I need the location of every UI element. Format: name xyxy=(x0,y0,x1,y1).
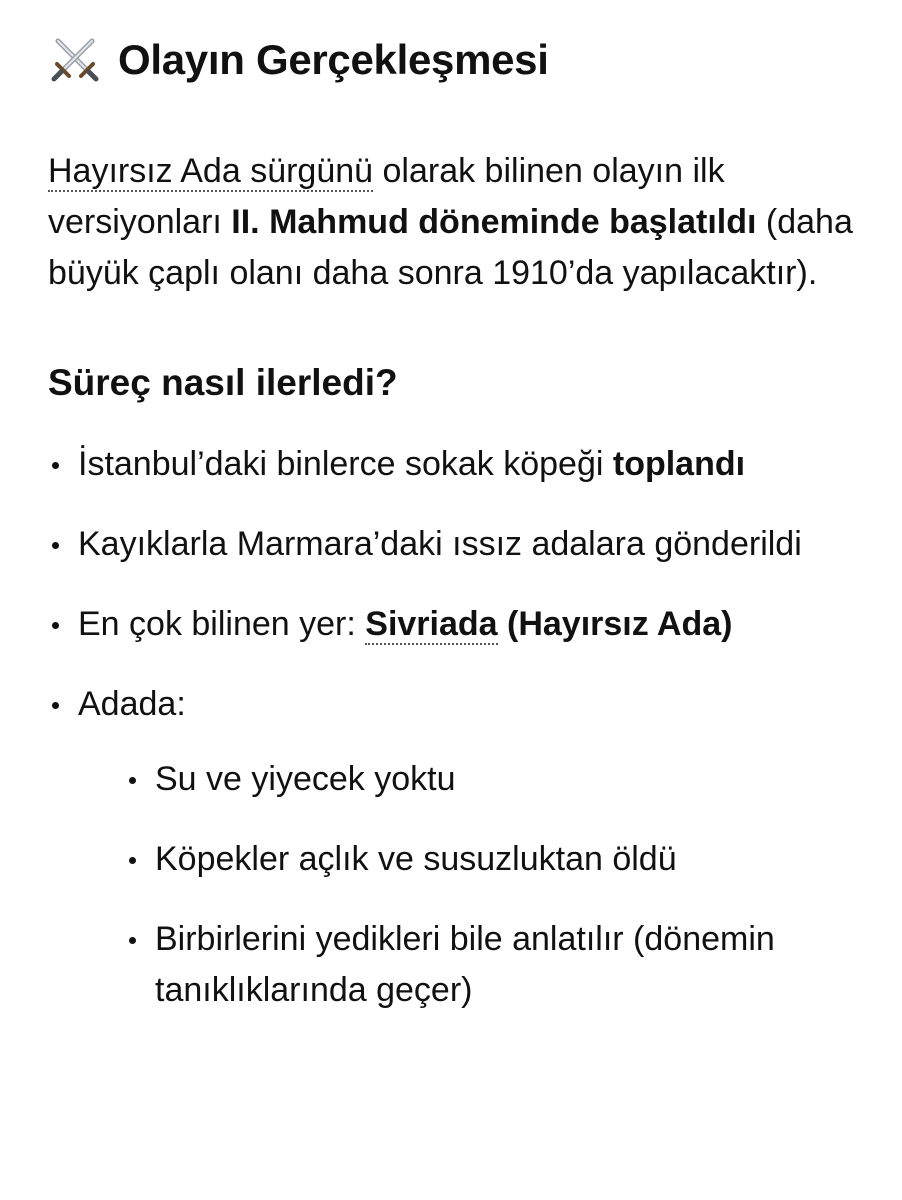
sub-list-item: Su ve yiyecek yoktu xyxy=(125,754,858,805)
section-heading xyxy=(48,28,858,92)
sub-list-item: Birbirlerini yedikleri bile anlatılır (dönemin tanıklıklarında geçer) xyxy=(125,914,858,1016)
island-conditions-list xyxy=(125,754,858,1016)
intro-text-2: (daha büyük çaplı olanı daha sonra 1910’da yapılacaktır). xyxy=(48,203,853,292)
process-list xyxy=(48,439,858,1016)
intro-text-1: olarak bilinen olayın ilk versiyonları xyxy=(48,152,725,241)
process-subheading: Süreç nasıl ilerledi? xyxy=(48,362,398,403)
list-item xyxy=(48,599,858,650)
item-text: Kayıklarla Marmara’daki ıssız adalara gönderildi xyxy=(78,525,802,563)
item-text: İstanbul’daki binlerce sokak köpeği xyxy=(78,445,613,483)
list-item xyxy=(48,519,858,570)
intro-paragraph xyxy=(48,146,858,299)
crossed-swords-icon xyxy=(48,33,102,87)
sub-list-item: Köpekler açlık ve susuzluktan öldü xyxy=(125,834,858,885)
item-text: Adada: xyxy=(78,685,186,723)
list-item xyxy=(48,679,858,1016)
hayirsiz-ada-link[interactable]: Hayırsız Ada sürgünü xyxy=(48,152,374,190)
item-text: En çok bilinen yer: xyxy=(78,605,366,643)
intro-bold-text: II. Mahmud döneminde başlatıldı xyxy=(231,203,757,241)
content-page xyxy=(48,28,858,1045)
item-bold: toplandı xyxy=(612,445,746,483)
item-bold: (Hayırsız Ada) xyxy=(497,605,733,643)
list-item xyxy=(48,439,858,490)
sivriada-link[interactable]: Sivriada xyxy=(365,605,498,643)
section-title: Olayın Gerçekleşmesi xyxy=(118,36,549,83)
